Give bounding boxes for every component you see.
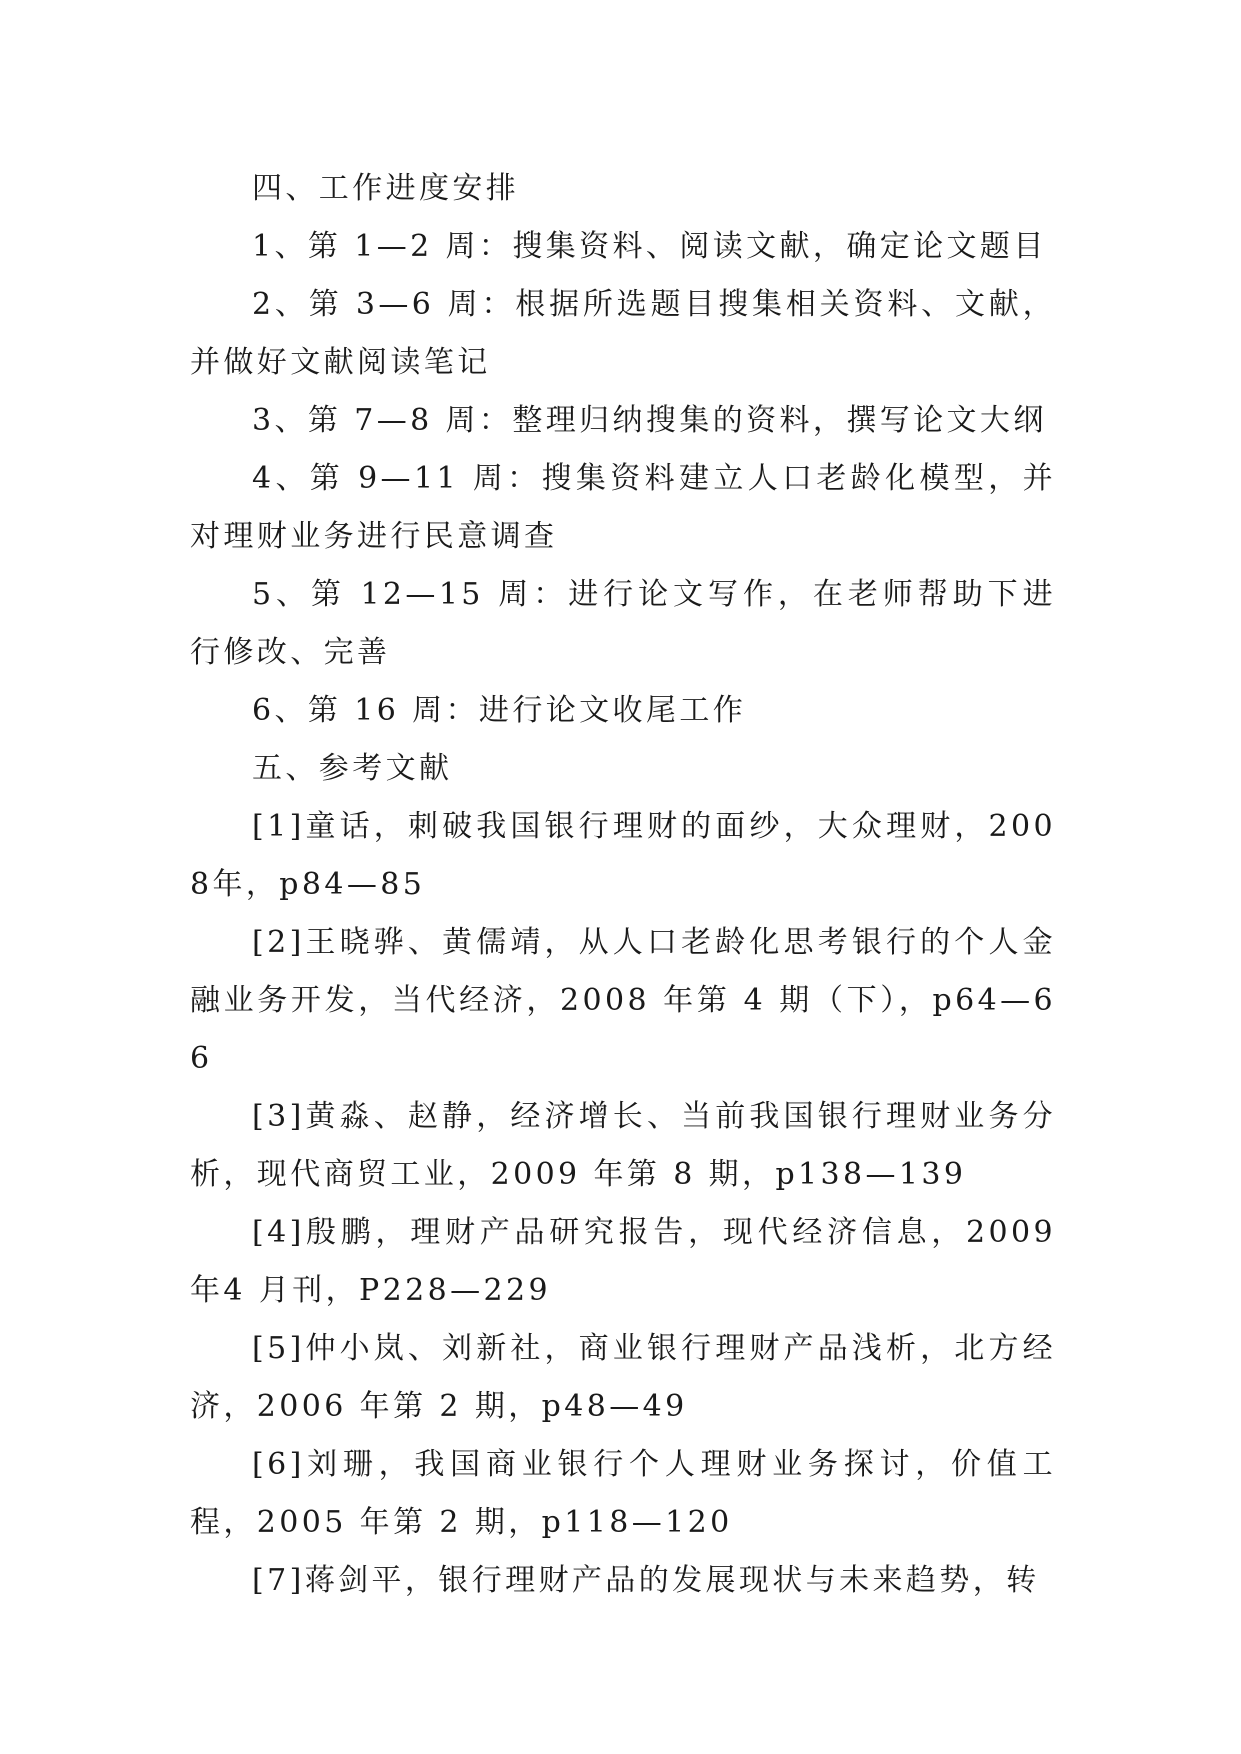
reference-item: [4]殷鹏，理财产品研究报告，现代经济信息，2009 年4 月刊，P228—229 (190, 1215, 1056, 1308)
reference-item: [1]童话，刺破我国银行理财的面纱，大众理财，2008年，p84—85 (190, 809, 1056, 902)
schedule-item: 3、第 7—8 周：整理归纳搜集的资料，撰写论文大纲 (252, 403, 1047, 438)
reference-item: [6]刘珊，我国商业银行个人理财业务探讨，价值工程，2005 年第 2 期，p118—120 (190, 1447, 1056, 1540)
section-heading-references: 五、参考文献 (252, 751, 453, 786)
schedule-item: 2、第 3—6 周：根据所选题目搜集相关资料、文献，并做好文献阅读笔记 (190, 287, 1056, 380)
schedule-item: 1、第 1—2 周：搜集资料、阅读文献，确定论文题目 (252, 229, 1047, 264)
section-heading-schedule: 四、工作进度安排 (252, 171, 520, 206)
document-page (190, 160, 1056, 1610)
schedule-item: 5、第 12—15 周：进行论文写作，在老师帮助下进行修改、完善 (190, 577, 1056, 670)
schedule-item: 4、第 9—11 周：搜集资料建立人口老龄化模型，并对理财业务进行民意调查 (190, 461, 1056, 554)
schedule-item: 6、第 16 周：进行论文收尾工作 (252, 693, 747, 728)
reference-item: [2]王晓骅、黄儒靖，从人口老龄化思考银行的个人金融业务开发，当代经济，2008 年第 4 期（下），p64—66 (190, 925, 1056, 1076)
reference-item: [7]蒋剑平，银行理财产品的发展现状与未来趋势，转 (252, 1563, 1040, 1598)
reference-item: [3]黄淼、赵静，经济增长、当前我国银行理财业务分析，现代商贸工业，2009 年第 8 期，p138—139 (190, 1099, 1056, 1192)
reference-item: [5]仲小岚、刘新社，商业银行理财产品浅析，北方经济，2006 年第 2 期，p48—49 (190, 1331, 1056, 1424)
